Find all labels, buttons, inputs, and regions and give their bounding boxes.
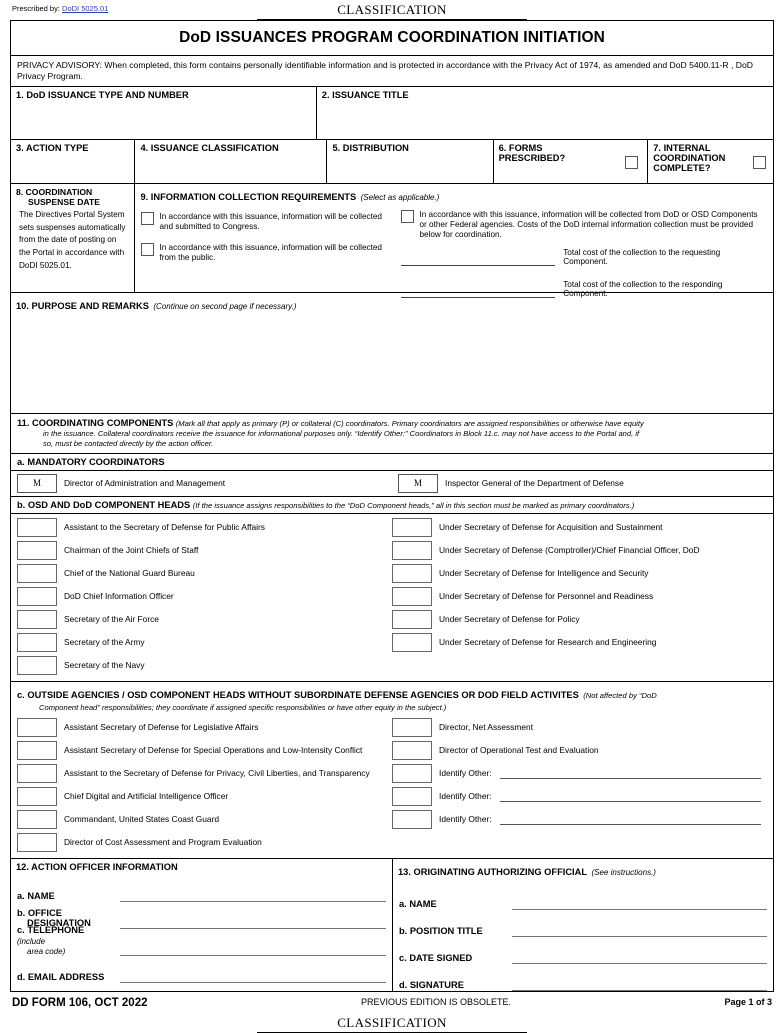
classification-top-rule [257, 19, 527, 20]
action-officer-field-label: a. NAME [17, 891, 55, 902]
page-number: Page 1 of 3 [724, 996, 772, 1007]
component-head-left-5-checkbox[interactable] [17, 633, 57, 652]
outside-agency-right-1-checkbox[interactable] [392, 741, 432, 760]
form-footer [10, 992, 774, 1009]
outside-agency-right-3-label: Identify Other: [439, 791, 492, 802]
authorizing-official-field-label: a. NAME [399, 899, 437, 910]
outside-agency-left-4-checkbox[interactable] [17, 810, 57, 829]
outside-agency-right-2-label: Identify Other: [439, 768, 492, 779]
block-9-option-public[interactable] [141, 243, 395, 263]
coordinator-row [392, 608, 767, 631]
block-9-option-congress[interactable] [141, 212, 395, 232]
row-block-8-9 [11, 183, 773, 298]
block-13-title-row [393, 859, 773, 883]
block-12-title: 12. ACTION OFFICER INFORMATION [16, 861, 178, 872]
outside-agency-left-4-label: Commandant, United States Coast Guard [64, 813, 220, 824]
block-9-cost-responding-label: Total cost of the collection to the responding Component. [563, 279, 723, 298]
block-11c-italic-1: (Not affected by “DoD [583, 690, 657, 700]
component-head-right-5-checkbox[interactable] [392, 633, 432, 652]
block-11c-title: c. OUTSIDE AGENCIES / OSD COMPONENT HEADS WITHOUT SUBORDINATE DEFENSE AGENCIES OR DOD FIELD ACTIVITES [17, 689, 579, 700]
block-10-title: 10. PURPOSE AND REMARKS [16, 301, 149, 311]
block-13-originating-authorizing-official [392, 859, 773, 991]
block-4-label: 4. ISSUANCE CLASSIFICATION [140, 143, 279, 153]
block-11a-title: a. MANDATORY COORDINATORS [11, 453, 773, 470]
action-officer-field-input[interactable] [120, 916, 386, 929]
block-11c-outside-agencies [11, 716, 773, 858]
block-13-title-italic: (See instructions.) [591, 867, 656, 877]
block-11-italic-3: so, must be contacted directly by the action officer. [43, 439, 214, 449]
block-5-label: 5. DISTRIBUTION [332, 143, 409, 153]
coordinator-row [17, 585, 392, 608]
block-11b-title: b. OSD AND DoD COMPONENT HEADS [17, 499, 191, 510]
prescribed-by-label: Prescribed by: [12, 4, 60, 13]
block-11-italic-1: (Mark all that apply as primary (P) or collateral (C) coordinators. Primary coordinators are assigned responsibilities or otherwise have equity [175, 419, 644, 428]
block-11-coordinating-components-header [11, 413, 773, 453]
component-head-left-6-label: Secretary of the Navy [64, 659, 145, 670]
authorizing-official-field-row [393, 937, 773, 964]
component-head-left-4-label: Secretary of the Air Force [64, 613, 159, 624]
block-9-option-public-label: In accordance with this issuance, information will be collected from the public. [159, 242, 382, 262]
block-5-distribution[interactable] [326, 140, 492, 183]
block-9-title: 9. INFORMATION COLLECTION REQUIREMENTS [140, 192, 357, 202]
mandatory-coordinator-row [392, 471, 773, 496]
outside-agency-right-1-label: Director of Operational Test and Evaluation [439, 744, 599, 755]
mandatory-mark-ig: M [398, 474, 438, 493]
classification-top: CLASSIFICATION [337, 2, 447, 17]
coordinator-row [17, 808, 392, 831]
outside-agency-right-2-checkbox[interactable] [392, 764, 432, 783]
mandatory-label-dam: Director of Administration and Management [64, 478, 226, 489]
block-4-issuance-classification[interactable] [134, 140, 326, 183]
dodi-5025-01-link[interactable]: DoDI 5025.01 [62, 4, 109, 13]
component-head-right-0-label: Under Secretary of Defense for Acquisition and Sustainment [439, 521, 663, 532]
row-block-1-2 [11, 86, 773, 139]
authorizing-official-field-label: c. DATE SIGNED [399, 953, 473, 964]
block-9-option-public-checkbox[interactable] [141, 243, 154, 256]
outside-agency-right-3-input[interactable] [500, 790, 761, 802]
action-officer-field-input[interactable] [120, 889, 386, 902]
coordinator-row [392, 631, 767, 654]
outside-agency-right-0-checkbox[interactable] [392, 718, 432, 737]
classification-bottom: CLASSIFICATION [337, 1014, 447, 1030]
outside-agency-right-2-input[interactable] [500, 767, 761, 779]
block-11b-title-row [11, 496, 773, 513]
coordinator-row [17, 539, 392, 562]
coordinator-row [17, 762, 392, 785]
block-3-label: 3. ACTION TYPE [16, 143, 89, 153]
outside-agencies-right-column [392, 716, 767, 854]
block-7-internal-coordination[interactable] [647, 140, 773, 183]
component-heads-left-column [17, 516, 392, 677]
block-9-option-components[interactable] [401, 210, 767, 240]
outside-agency-left-0-label: Assistant Secretary of Defense for Legislative Affairs [64, 721, 259, 732]
authorizing-official-field-input[interactable] [512, 924, 767, 937]
coordinator-row [17, 631, 392, 654]
coordinator-row [17, 716, 392, 739]
identify-other-row [392, 762, 767, 785]
action-officer-fields [11, 875, 392, 983]
outside-agency-left-5-checkbox[interactable] [17, 833, 57, 852]
coordinator-row [392, 716, 767, 739]
form-title: DoD ISSUANCES PROGRAM COORDINATION INITIATION [179, 29, 605, 46]
previous-edition-note: PREVIOUS EDITION IS OBSOLETE. [360, 996, 511, 1007]
coordinator-row [17, 516, 392, 539]
coordinator-row [392, 739, 767, 762]
outside-agency-left-3-checkbox[interactable] [17, 787, 57, 806]
component-head-left-3-checkbox[interactable] [17, 587, 57, 606]
outside-agencies-left-column [17, 716, 392, 854]
component-head-left-0-label: Assistant to the Secretary of Defense for Public Affairs [64, 521, 265, 532]
block-1-label: 1. DoD ISSUANCE TYPE AND NUMBER [16, 90, 189, 100]
block-11c-italic-2: Component head” responsibilities; they coordinate if assigned specific responsibilities or have other equity in the subject.) [39, 702, 447, 712]
classification-bottom-wrap [10, 1015, 774, 1031]
component-head-right-5-label: Under Secretary of Defense for Research and Engineering [439, 636, 657, 647]
block-9-title-row [135, 184, 773, 205]
coordinator-row [17, 608, 392, 631]
identify-other-row [392, 808, 767, 831]
authorizing-official-field-label: d. SIGNATURE [399, 980, 464, 991]
block-13-title: 13. ORIGINATING AUTHORIZING OFFICIAL [398, 866, 588, 877]
component-head-left-0-checkbox[interactable] [17, 518, 57, 537]
outside-agency-right-4-label: Identify Other: [439, 814, 492, 825]
coordinator-row [17, 831, 392, 854]
outside-agency-left-2-label: Assistant to the Secretary of Defense for Privacy, Civil Liberties, and Transparency [64, 767, 370, 778]
block-11a-mandatory-coordinators [11, 470, 773, 496]
component-head-right-4-checkbox[interactable] [392, 610, 432, 629]
component-head-right-4-label: Under Secretary of Defense for Policy [439, 613, 580, 624]
block-9-option-congress-checkbox[interactable] [141, 212, 154, 225]
block-11b-italic: (If the issuance assigns responsibilities to the “DoD Component heads,” all in this section must be marked as primary coordinators.) [192, 500, 635, 510]
component-head-right-1-label: Under Secretary of Defense (Comptroller)/Chief Financial Officer, DoD [439, 544, 700, 555]
block-3-action-type[interactable] [11, 140, 134, 183]
coordinator-row [392, 516, 767, 539]
block-11-italic-2: in the issuance. Collateral coordinators receive the issuance for informational purposes only. “Identify Other:” Coordinators in Block 11.c. may not have access to the Portal and, if [43, 429, 640, 439]
block-7-label: 7. INTERNAL COORDINATION COMPLETE? [653, 143, 726, 173]
block-7-checkbox[interactable] [753, 156, 766, 169]
coordinator-row [17, 739, 392, 762]
block-6-forms-prescribed[interactable] [493, 140, 648, 183]
coordinator-row [17, 785, 392, 808]
block-9-title-italic: (Select as applicable.) [360, 193, 440, 202]
action-officer-field-label: b. OFFICE DESIGNATION [17, 907, 91, 929]
authorizing-official-field-input[interactable] [512, 951, 767, 964]
block-9-option-components-checkbox[interactable] [401, 210, 414, 223]
outside-agency-left-3-label: Chief Digital and Artificial Intelligence Officer [64, 790, 229, 801]
block-11c-title-row [11, 681, 773, 716]
mandatory-coordinator-row [11, 471, 392, 496]
component-head-left-2-label: Chief of the National Guard Bureau [64, 567, 195, 578]
form-body [10, 20, 774, 992]
row-block-12-13 [11, 858, 773, 991]
component-head-left-2-checkbox[interactable] [17, 564, 57, 583]
component-head-right-3-label: Under Secretary of Defense for Personnel and Readiness [439, 590, 654, 601]
block-9-cost-responding-input[interactable] [401, 296, 555, 298]
component-head-left-6-checkbox[interactable] [17, 656, 57, 675]
component-head-right-2-label: Under Secretary of Defense for Intelligence and Security [439, 567, 649, 578]
component-head-right-0-checkbox[interactable] [392, 518, 432, 537]
outside-agency-right-3-checkbox[interactable] [392, 787, 432, 806]
privacy-advisory: PRIVACY ADVISORY: When completed, this form contains personally identifiable information and is protected in accordance with the Privacy Act of 1974, as amended and DoD 5400.11-R , DoD Privacy Program. [11, 55, 773, 86]
component-head-left-4-checkbox[interactable] [17, 610, 57, 629]
block-11b-component-heads [11, 513, 773, 681]
form-id: DD FORM 106, OCT 2022 [12, 996, 148, 1009]
coordinator-row [17, 562, 392, 585]
action-officer-field-row [11, 956, 392, 983]
top-strip [10, 0, 774, 20]
component-head-left-1-label: Chairman of the Joint Chiefs of Staff [64, 544, 199, 555]
authorizing-official-field-row [393, 883, 773, 910]
outside-agency-right-4-checkbox[interactable] [392, 810, 432, 829]
block-9-information-collection [134, 184, 773, 298]
block-6-label: 6. FORMS PRESCRIBED? [498, 143, 566, 163]
component-head-left-3-label: DoD Chief Information Officer [64, 590, 174, 601]
authorizing-official-field-label: b. POSITION TITLE [399, 926, 483, 937]
block-9-option-components-label: In accordance with this issuance, information will be collected from DoD or OSD Components or other Federal agencies. Costs of the DoD internal information collection must be provided below for coordination. [419, 210, 758, 239]
authorizing-official-field-row [393, 964, 773, 991]
authorizing-official-field-row [393, 910, 773, 937]
outside-agency-right-4-input[interactable] [500, 813, 761, 825]
component-head-right-2-checkbox[interactable] [392, 564, 432, 583]
block-2-label: 2. ISSUANCE TITLE [321, 90, 409, 100]
action-officer-field-row [11, 875, 392, 902]
component-head-right-1-checkbox[interactable] [392, 541, 432, 560]
component-heads-right-column [392, 516, 767, 677]
action-officer-field-input[interactable] [120, 943, 386, 956]
block-12-action-officer-information [11, 859, 392, 991]
block-8-coordination-suspense-date [11, 184, 134, 292]
component-head-right-3-checkbox[interactable] [392, 587, 432, 606]
action-officer-field-label: c. TELEPHONE (include area code) [17, 925, 85, 956]
component-head-left-5-label: Secretary of the Army [64, 636, 145, 647]
outside-agency-left-0-checkbox[interactable] [17, 718, 57, 737]
block-1-issuance-type-number[interactable] [11, 87, 316, 139]
action-officer-field-label: d. EMAIL ADDRESS [17, 972, 105, 983]
row-block-3-7 [11, 139, 773, 183]
outside-agency-right-0-label: Director, Net Assessment [439, 721, 534, 732]
mandatory-mark-dam: M [17, 474, 57, 493]
coordinator-row [392, 539, 767, 562]
mandatory-label-ig: Inspector General of the Department of Defense [445, 478, 624, 489]
block-9-cost-requesting-label: Total cost of the collection to the requesting Component. [563, 247, 721, 266]
action-officer-field-row [11, 925, 392, 956]
outside-agency-left-5-label: Director of Cost Assessment and Program Evaluation [64, 836, 262, 847]
identify-other-row [392, 785, 767, 808]
block-6-checkbox[interactable] [625, 156, 638, 169]
component-head-left-1-checkbox[interactable] [17, 541, 57, 560]
coordinator-row [17, 654, 392, 677]
authorizing-official-fields [393, 883, 773, 991]
block-8-body: The Directives Portal System sets suspenses automatically from the date of posting on the Portal in accordance with DoDI 5025.01. [19, 210, 126, 270]
block-9-option-congress-label: In accordance with this issuance, information will be collected and submitted to Congress. [159, 212, 382, 231]
coordinator-row [392, 562, 767, 585]
coordinator-row [392, 585, 767, 608]
authorizing-official-field-input[interactable] [512, 978, 767, 991]
action-officer-field-input[interactable] [120, 970, 386, 983]
outside-agency-left-2-checkbox[interactable] [17, 764, 57, 783]
outside-agency-left-1-label: Assistant Secretary of Defense for Special Operations and Low-Intensity Conflict [64, 744, 363, 755]
block-9-cost-requesting-input[interactable] [401, 264, 555, 266]
block-11-title: 11. COORDINATING COMPONENTS [17, 418, 174, 428]
outside-agency-left-1-checkbox[interactable] [17, 741, 57, 760]
block-2-issuance-title[interactable] [316, 87, 773, 139]
authorizing-official-field-input[interactable] [512, 897, 767, 910]
block-10-title-italic: (Continue on second page if necessary.) [153, 302, 297, 311]
block-10-purpose-and-remarks[interactable] [11, 292, 773, 413]
block-8-title: 8. COORDINATION SUSPENSE DATE [16, 187, 100, 207]
